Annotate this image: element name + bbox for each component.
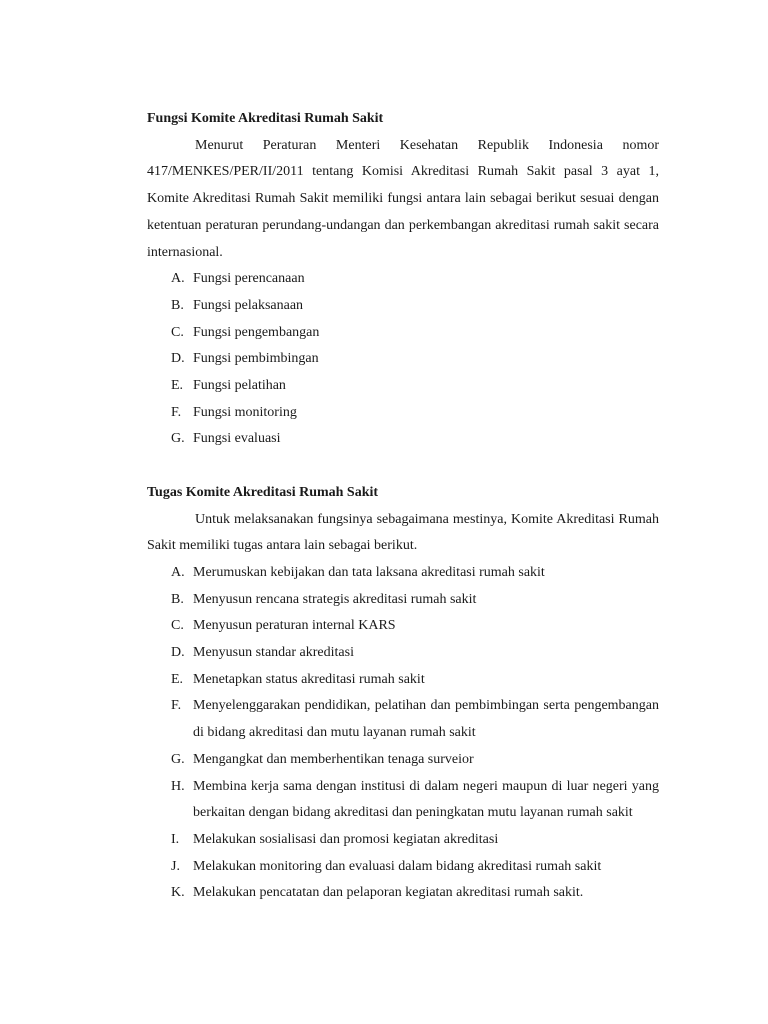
list-item <box>147 320 659 347</box>
list-item <box>147 346 659 373</box>
list-item-text: Melakukan monitoring dan evaluasi dalam bidang akreditasi rumah sakit <box>193 858 602 874</box>
list-item <box>147 293 659 320</box>
list-item-text: Membina kerja sama dengan institusi di dalam negeri maupun di luar negeri yang berkaitan dengan bidang akreditasi dan peningkatan mutu layanan rumah sakit <box>193 778 659 821</box>
list-item-text: Melakukan pencatatan dan pelaporan kegiatan akreditasi rumah sakit. <box>193 885 584 901</box>
list-item <box>147 854 659 881</box>
list-marker: D. <box>171 351 185 367</box>
list-item-text: Fungsi pelaksanaan <box>193 297 304 313</box>
list-item <box>147 747 659 774</box>
section-title-fungsi: Fungsi Komite Akreditasi Rumah Sakit <box>147 111 384 126</box>
list-marker: A. <box>171 271 185 287</box>
list-marker: J. <box>171 858 180 874</box>
list-item <box>147 827 659 854</box>
list-marker: C. <box>171 324 184 340</box>
list-item-text: Menetapkan status akreditasi rumah sakit <box>193 671 425 687</box>
list-marker: A. <box>171 564 185 580</box>
document-page <box>147 106 659 907</box>
list-item-text: Merumuskan kebijakan dan tata laksana akreditasi rumah sakit <box>193 564 545 580</box>
list-marker: G. <box>171 751 185 767</box>
list-marker: B. <box>171 591 184 607</box>
list-item-text: Menyusun rencana strategis akreditasi rumah sakit <box>193 591 477 607</box>
list-item <box>147 400 659 427</box>
list-item <box>147 880 659 907</box>
list-item <box>147 587 659 614</box>
list-marker: E. <box>171 378 184 394</box>
list-marker: F. <box>171 698 182 714</box>
section-title-tugas: Tugas Komite Akreditasi Rumah Sakit <box>147 484 379 500</box>
list-item <box>147 426 659 453</box>
list-item-text: Fungsi monitoring <box>193 404 297 420</box>
list-marker: C. <box>171 618 184 634</box>
list-item-text: Fungsi perencanaan <box>193 271 305 287</box>
list-marker: H. <box>171 778 185 794</box>
list-item-text: Melakukan sosialisasi dan promosi kegiatan akreditasi <box>193 831 499 847</box>
section-paragraph-fungsi: Menurut Peraturan Menteri Kesehatan Republik Indonesia nomor 417/MENKES/PER/II/2011 tentang Komisi Akreditasi Rumah Sakit pasal 3 ayat 1, Komite Akreditasi Rumah Sakit memiliki fungsi antara lain sebagai berikut sesuai dengan ketentuan peraturan perundang-undangan dan perkembangan akreditasi rumah sakit secara internasional. <box>147 137 659 260</box>
list-item <box>147 266 659 293</box>
list-marker: K. <box>171 885 185 901</box>
tugas-list <box>147 560 659 907</box>
list-item <box>147 774 659 827</box>
list-marker: E. <box>171 671 184 687</box>
list-item-text: Menyusun peraturan internal KARS <box>193 618 396 634</box>
list-item <box>147 373 659 400</box>
section-paragraph-tugas: Untuk melaksanakan fungsinya sebagaimana mestinya, Komite Akreditasi Rumah Sakit memiliki tugas antara lain sebagai berikut. <box>147 511 659 554</box>
list-item <box>147 560 659 587</box>
list-item-text: Mengangkat dan memberhentikan tenaga surveior <box>193 751 474 767</box>
list-item-text: Fungsi pelatihan <box>193 378 286 394</box>
list-marker: B. <box>171 297 184 313</box>
list-marker: I. <box>171 831 180 847</box>
list-marker: D. <box>171 645 185 661</box>
list-item-text: Menyelenggarakan pendidikan, pelatihan dan pembimbingan serta pengembangan di bidang akreditasi dan mutu layanan rumah sakit <box>193 698 659 741</box>
list-item-text: Fungsi evaluasi <box>193 431 281 447</box>
list-item <box>147 667 659 694</box>
list-item <box>147 693 659 746</box>
list-item-text: Fungsi pembimbingan <box>193 351 319 367</box>
list-marker: F. <box>171 404 182 420</box>
list-marker: G. <box>171 431 185 447</box>
list-item-text: Fungsi pengembangan <box>193 324 320 340</box>
list-item <box>147 613 659 640</box>
list-item <box>147 640 659 667</box>
list-item-text: Menyusun standar akreditasi <box>193 645 354 661</box>
fungsi-list <box>147 266 659 453</box>
section-spacer <box>147 453 659 480</box>
